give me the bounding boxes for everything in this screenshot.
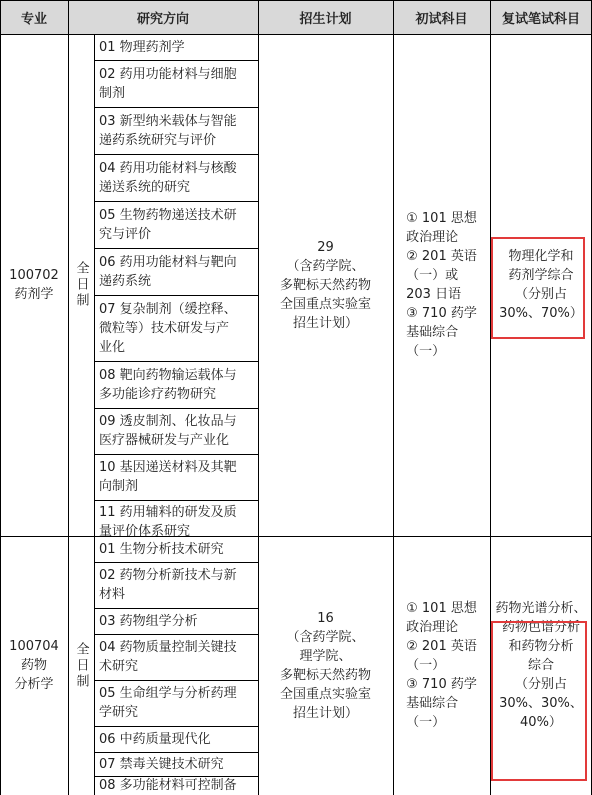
- research-direction-item: 01 生物分析技术研究: [99, 541, 224, 557]
- research-direction-item: 08 多功能材料可控制备: [99, 778, 237, 793]
- research-direction-item: 03 药物组学分析: [99, 613, 198, 629]
- border: [0, 34, 592, 35]
- research-direction-item: 08 靶向药物输运载体与 多功能诊疗药物研究: [99, 367, 237, 402]
- major-name: 药物 分析学: [14, 658, 54, 692]
- border: [94, 60, 258, 61]
- major-name: 药剂学: [14, 287, 54, 302]
- research-direction-item: 09 透皮制剂、化妆品与 医疗器械研发与产业化: [99, 414, 237, 448]
- border: [94, 201, 258, 202]
- initial-subjects-2: ① 101 思想 政治理论 ② 201 英语 （一） ③ 710 药学 基础综合 （一）: [406, 601, 477, 730]
- border: [94, 776, 258, 777]
- research-direction-item: 06 药用功能材料与靶向 递药系统: [99, 254, 237, 289]
- study-mode-2: 全日制: [73, 641, 89, 690]
- header-initial-subjects: 初试科目: [393, 0, 490, 34]
- highlight-box-2: [491, 621, 587, 781]
- research-direction-item: 01 物理药剂学: [99, 39, 185, 55]
- border: [393, 0, 394, 795]
- major-code: 100702: [9, 268, 59, 283]
- header-major: 专业: [0, 0, 68, 34]
- research-direction-item: 02 药用功能材料与细胞 制剂: [99, 66, 237, 101]
- research-direction-item: 07 复杂制剂（缓控释、 微粒等）技术研发与产 业化: [99, 301, 237, 355]
- highlight-box-1: [491, 237, 585, 339]
- border: [94, 361, 258, 362]
- research-direction-item: 11 药用辅料的研发及质 量评价体系研究: [99, 505, 237, 539]
- major-code: 100704: [9, 639, 59, 654]
- research-direction-item: 04 药用功能材料与核酸 递送系统的研究: [99, 160, 237, 195]
- border: [94, 454, 258, 455]
- border: [94, 500, 258, 501]
- border: [94, 752, 258, 753]
- major-code-name-2: [0, 536, 68, 795]
- research-direction-item: 05 生命组学与分析药理 学研究: [99, 686, 237, 720]
- research-direction-item: 04 药物质量控制关键技 术研究: [99, 640, 237, 674]
- border: [258, 0, 259, 795]
- border: [94, 634, 258, 635]
- header-direction: 研究方向: [68, 0, 258, 34]
- border: [94, 154, 258, 155]
- enrollment-plan-2: 16 （含药学院、 理学院、 多靶标天然药物 全国重点实验室 招生计划）: [279, 610, 371, 721]
- research-direction-item: 03 新型纳米载体与智能 递药系统研究与评价: [99, 113, 237, 148]
- header-plan: 招生计划: [258, 0, 393, 34]
- border: [94, 562, 258, 563]
- study-mode-1: 全日制: [73, 261, 89, 309]
- research-direction-item: 07 禁毒关键技术研究: [99, 756, 224, 772]
- border: [490, 0, 491, 795]
- border: [0, 0, 1, 795]
- header-retest-subjects: 复试笔试科目: [490, 0, 592, 34]
- border: [0, 0, 592, 1]
- border: [68, 0, 69, 795]
- border: [94, 295, 258, 296]
- border: [94, 726, 258, 727]
- enrollment-plan-1: 29 （含药学院、 多靶标天然药物 全国重点实验室 招生计划）: [279, 239, 371, 331]
- border: [94, 680, 258, 681]
- border: [94, 107, 258, 108]
- research-direction-item: 06 中药质量现代化: [99, 731, 211, 747]
- border: [0, 536, 592, 537]
- research-direction-item: 05 生物药物递送技术研 究与评价: [99, 207, 237, 242]
- border: [94, 408, 258, 409]
- major-code-name-1: [0, 34, 68, 536]
- border: [94, 608, 258, 609]
- research-direction-item: 02 药物分析新技术与新 材料: [99, 568, 237, 602]
- retest-subjects-1: 物理化学和 药剂学综合 （分别占 30%、70%）: [499, 249, 583, 321]
- initial-subjects-1: ① 101 思想 政治理论 ② 201 英语 （一）或 203 日语 ③ 710 药学 基础综合 （一）: [406, 211, 477, 359]
- border: [94, 248, 258, 249]
- retest-subjects-2: 药物光谱分析、 药物色谱分析 和药物分析 综合 （分别占 30%、30%、 40%）: [495, 601, 587, 730]
- research-direction-item: 10 基因递送材料及其靶 向制剂: [99, 460, 237, 494]
